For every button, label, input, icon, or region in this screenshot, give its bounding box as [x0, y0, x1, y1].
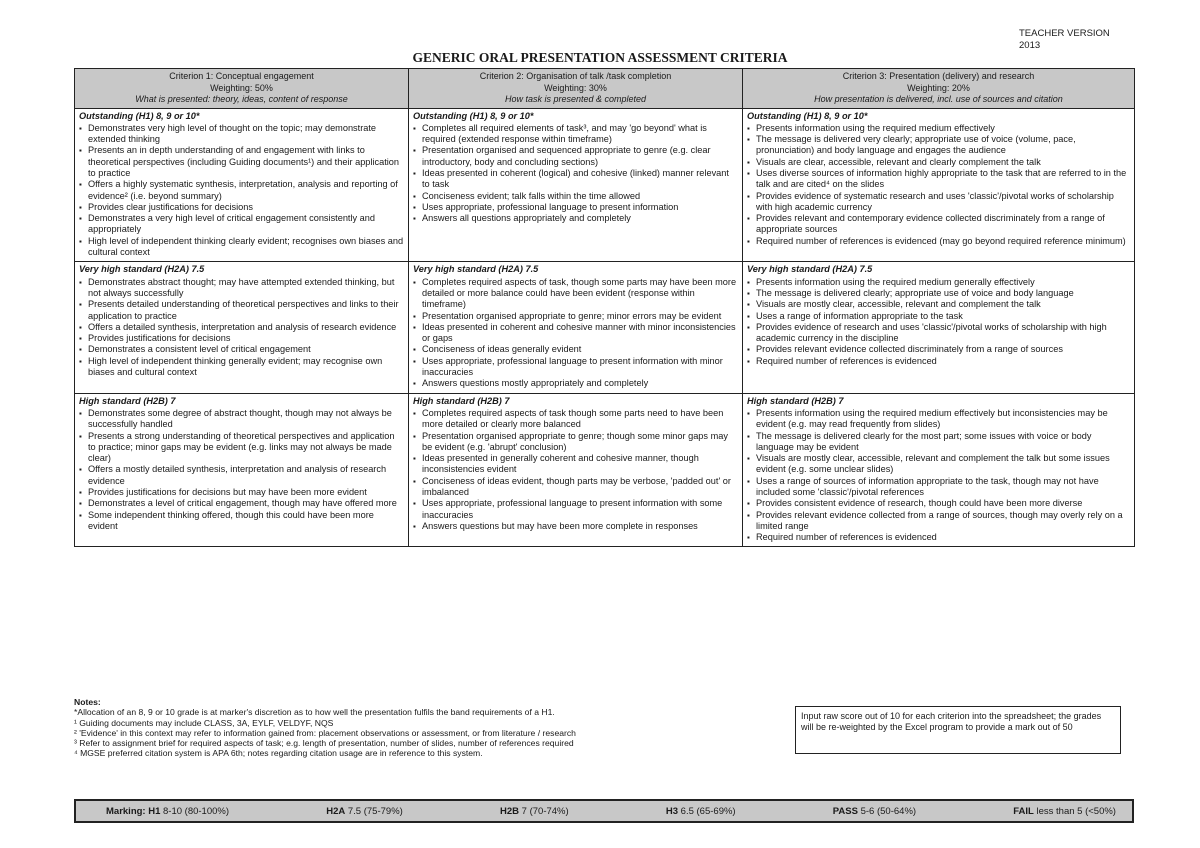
- criteria-item: ▪ Demonstrates abstract thought; may have attempted extended thinking, but not always successfully: [79, 277, 404, 300]
- marking-item-h3: H3 6.5 (65-69%): [665, 805, 736, 817]
- criterion-description: How task is presented & completed: [504, 94, 647, 104]
- criteria-item: ▪ Presents detailed understanding of theoretical perspectives and links to their application to practice: [79, 299, 404, 322]
- criteria-item: ▪ Provides relevant and contemporary evidence collected discriminately from a range of appropriate sources: [747, 213, 1130, 236]
- marking-item-fail: FAIL less than 5 (<50%): [1013, 805, 1116, 817]
- criteria-item: ▪ Demonstrates a consistent level of critical engagement: [79, 344, 404, 355]
- criteria-item: ▪ Answers questions mostly appropriately and completely: [413, 378, 738, 389]
- note-line: *Allocation of an 8, 9 or 10 grade is at marker's discretion as to how well the presentation fulfils the band requirements of a H1.: [74, 707, 555, 718]
- criteria-item: ▪ Uses appropriate, professional language to present information with minor inaccuracies: [413, 356, 738, 379]
- criteria-cell: [409, 393, 743, 547]
- criteria-list: [747, 408, 1130, 544]
- criteria-cell: [743, 108, 1135, 262]
- criteria-item: ▪ Uses appropriate, professional language to present information with some inaccuracies: [413, 498, 738, 521]
- criteria-item: ▪ Offers a detailed synthesis, interpretation and analysis of research evidence: [79, 322, 404, 333]
- criterion-name: Criterion 2: Organisation of talk /task completion: [479, 71, 672, 81]
- criterion-weighting: Weighting: 50%: [210, 82, 273, 93]
- criteria-item: ▪ Offers a mostly detailed synthesis, interpretation and analysis of research evidence: [79, 464, 404, 487]
- criteria-cell: [409, 108, 743, 262]
- criteria-list: [79, 277, 404, 379]
- criteria-item: ▪ Visuals are clear, accessible, relevant and clearly complement the talk: [747, 157, 1130, 168]
- criterion-description: What is presented: theory, ideas, content of response: [135, 94, 348, 104]
- criteria-item: ▪ Some independent thinking offered, though this could have been more evident: [79, 510, 404, 533]
- criteria-item: ▪ High level of independent thinking generally evident; may recognise own biases and cultural context: [79, 356, 404, 379]
- criterion-description: How presentation is delivered, incl. use of sources and citation: [814, 94, 1063, 104]
- criteria-item: ▪ Presentation organised and sequenced appropriate to genre (e.g. clear introductory, body and concluding sections): [413, 145, 738, 168]
- criteria-item: ▪ Visuals are mostly clear, accessible, relevant and complement the talk: [747, 299, 1130, 310]
- instruction-box: Input raw score out of 10 for each criterion into the spreadsheet; the grades will be re-weighted by the Excel program to provide a mark out of 50: [795, 706, 1121, 754]
- criteria-item: ▪ Provides evidence of systematic research and uses 'classic'/pivotal works of scholarship with high academic currency: [747, 191, 1130, 214]
- marking-scale-bar: [74, 799, 1134, 823]
- note-line: ¹ Guiding documents may include CLASS, 3A, EYLF, VELDYF, NQS: [74, 717, 334, 728]
- criteria-item: ▪ Provides relevant evidence collected from a range of sources, though may overly rely on a limited range: [747, 510, 1130, 533]
- note-line: ³ Refer to assignment brief for required aspects of task; e.g. length of presentation, number of slides, number of references required: [74, 738, 574, 749]
- version-text: TEACHER VERSION: [1019, 28, 1110, 39]
- version-year: 2013: [1019, 40, 1041, 51]
- criteria-item: ▪ High level of independent thinking clearly evident; recognises own biases and cultural context: [79, 236, 404, 259]
- criteria-item: ▪ Required number of references is evidenced: [747, 356, 1130, 367]
- band-title: Outstanding (H1) 8, 9 or 10*: [413, 110, 534, 121]
- criteria-header-row: [75, 69, 1135, 109]
- criterion-header: [743, 69, 1135, 109]
- notes-heading: Notes:: [74, 697, 101, 707]
- criteria-item: ▪ Uses appropriate, professional language to present information: [413, 202, 738, 213]
- teacher-version-label: [1019, 28, 1110, 52]
- criteria-item: ▪ Answers questions but may have been more complete in responses: [413, 521, 738, 532]
- criteria-item: ▪ Ideas presented in coherent and cohesive manner with minor inconsistencies or gaps: [413, 322, 738, 345]
- criteria-cell: [409, 262, 743, 393]
- criteria-item: ▪ Offers a highly systematic synthesis, interpretation, analysis and reporting of evidence² (i.e. beyond summary): [79, 179, 404, 202]
- marking-item-h2b: H2B 7 (70-74%): [500, 805, 569, 817]
- criteria-item: ▪ Ideas presented in generally coherent and cohesive manner, though inconsistencies evident: [413, 453, 738, 476]
- criteria-item: ▪ Presentation organised appropriate to genre; though some minor gaps may be evident (e.g. 'abrupt' conclusion): [413, 431, 738, 454]
- criteria-band-row: [75, 262, 1135, 393]
- criteria-item: ▪ Uses diverse sources of information highly appropriate to the task that are referred to in the talk and are cited⁴ on the slides: [747, 168, 1130, 191]
- criteria-cell: [75, 393, 409, 547]
- criteria-item: ▪ Presents information using the required medium effectively but inconsistencies may be evident (e.g. may read frequently from slides): [747, 408, 1130, 431]
- criteria-item: ▪ Provides justifications for decisions: [79, 333, 404, 344]
- criteria-item: ▪ Provides evidence of research and uses 'classic'/pivotal works of scholarship with high academic currency in the discipline: [747, 322, 1130, 345]
- band-title: High standard (H2B) 7: [413, 395, 510, 406]
- criteria-item: ▪ Uses a range of sources of information appropriate to the task, though may not have included some 'classic'/pivotal references: [747, 476, 1130, 499]
- criterion-header: [409, 69, 743, 109]
- criteria-item: ▪ Required number of references is evidenced (may go beyond required reference minimum): [747, 236, 1130, 247]
- criteria-list: [747, 123, 1130, 247]
- criteria-item: ▪ Demonstrates very high level of thought on the topic; may demonstrate extended thinking: [79, 123, 404, 146]
- page-title: GENERIC ORAL PRESENTATION ASSESSMENT CRITERIA: [412, 50, 788, 65]
- notes-section: [74, 697, 774, 759]
- criteria-list: [79, 408, 404, 532]
- criteria-item: ▪ Ideas presented in coherent (logical) and cohesive (linked) manner relevant to task: [413, 168, 738, 191]
- criteria-item: ▪ Demonstrates a level of critical engagement, though may have offered more: [79, 498, 404, 509]
- criteria-item: ▪ Provides justifications for decisions but may have been more evident: [79, 487, 404, 498]
- criteria-item: ▪ Presents a strong understanding of theoretical perspectives and application to practice; minor gaps may be evident (e.g. links may not always be made clear): [79, 431, 404, 465]
- band-title: Very high standard (H2A) 7.5: [79, 264, 205, 275]
- band-title: Very high standard (H2A) 7.5: [413, 264, 539, 275]
- criterion-weighting: Weighting: 20%: [907, 82, 970, 93]
- criteria-item: ▪ Answers all questions appropriately and completely: [413, 213, 738, 224]
- criteria-table: [74, 68, 1135, 547]
- criteria-cell: [75, 108, 409, 262]
- criteria-item: ▪ Presents information using the required medium generally effectively: [747, 277, 1130, 288]
- criteria-item: ▪ The message is delivered clearly for the most part; some issues with voice or body language may be evident: [747, 431, 1130, 454]
- criteria-item: ▪ Uses a range of information appropriate to the task: [747, 311, 1130, 322]
- marking-item-h1: Marking: H1 8-10 (80-100%): [106, 805, 230, 817]
- criteria-item: ▪ Completes all required elements of task³, and may 'go beyond' what is required (extended response within timeframe): [413, 123, 738, 146]
- criteria-cell: [75, 262, 409, 393]
- criteria-list: [79, 123, 404, 259]
- criteria-body: [75, 108, 1135, 547]
- criteria-item: ▪ Provides relevant evidence collected discriminately from a range of sources: [747, 344, 1130, 355]
- criterion-name: Criterion 3: Presentation (delivery) and research: [842, 71, 1035, 81]
- criteria-list: [413, 408, 738, 532]
- note-line: ² 'Evidence' in this context may refer to information gained from: placement observations or assessment, or from literature / research: [74, 727, 576, 738]
- band-title: Very high standard (H2A) 7.5: [747, 264, 873, 275]
- criteria-list: [413, 123, 738, 225]
- criteria-item: ▪ Completes required aspects of task, though some parts may have been more detailed or more balance could have been evident (response within timeframe): [413, 277, 738, 311]
- band-title: Outstanding (H1) 8, 9 or 10*: [747, 110, 868, 121]
- band-title: High standard (H2B) 7: [79, 395, 176, 406]
- criteria-item: ▪ Required number of references is evidenced: [747, 532, 1130, 543]
- criteria-item: ▪ Conciseness of ideas generally evident: [413, 344, 738, 355]
- criteria-item: ▪ Provides consistent evidence of research, though could have been more diverse: [747, 498, 1130, 509]
- criteria-item: ▪ Completes required aspects of task though some parts need to have been more detailed or clearly more balanced: [413, 408, 738, 431]
- criteria-band-row: [75, 393, 1135, 547]
- criterion-name: Criterion 1: Conceptual engagement: [169, 71, 314, 81]
- criteria-item: ▪ The message is delivered very clearly; appropriate use of voice (volume, pace, pronunciation) and body language and engages the audience: [747, 134, 1130, 157]
- marking-item-pass: PASS 5-6 (50-64%): [832, 805, 917, 817]
- criteria-band-row: [75, 108, 1135, 262]
- marking-item-h2a: H2A 7.5 (75-79%): [326, 805, 403, 817]
- criteria-item: ▪ Demonstrates some degree of abstract thought, though may not always be successfully handled: [79, 408, 404, 431]
- criteria-item: ▪ Provides clear justifications for decisions: [79, 202, 404, 213]
- criterion-weighting: Weighting: 30%: [544, 82, 607, 93]
- criteria-item: ▪ Visuals are mostly clear, accessible, relevant and complement the talk but some issues evident (e.g. some unclear slides): [747, 453, 1130, 476]
- criterion-header: [75, 69, 409, 109]
- criteria-item: ▪ Presents an in depth understanding of and engagement with links to theoretical perspectives (including Guiding documents¹) and their application to practice: [79, 145, 404, 179]
- criteria-list: [413, 277, 738, 390]
- note-line: ⁴ MGSE preferred citation system is APA 6th; notes regarding citation usage are in reference to this system.: [74, 748, 483, 759]
- band-title: High standard (H2B) 7: [747, 395, 844, 406]
- criteria-item: ▪ Demonstrates a very high level of critical engagement consistently and appropriately: [79, 213, 404, 236]
- criteria-cell: [743, 393, 1135, 547]
- criteria-item: ▪ Conciseness of ideas evident, though parts may be verbose, 'padded out' or imbalanced: [413, 476, 738, 499]
- criteria-item: ▪ Presentation organised appropriate to genre; minor errors may be evident: [413, 311, 738, 322]
- band-title: Outstanding (H1) 8, 9 or 10*: [79, 110, 200, 121]
- criteria-item: ▪ Conciseness evident; talk falls within the time allowed: [413, 191, 738, 202]
- criteria-item: ▪ Presents information using the required medium effectively: [747, 123, 1130, 134]
- criteria-list: [747, 277, 1130, 367]
- criteria-item: ▪ The message is delivered clearly; appropriate use of voice and body language: [747, 288, 1130, 299]
- criteria-cell: [743, 262, 1135, 393]
